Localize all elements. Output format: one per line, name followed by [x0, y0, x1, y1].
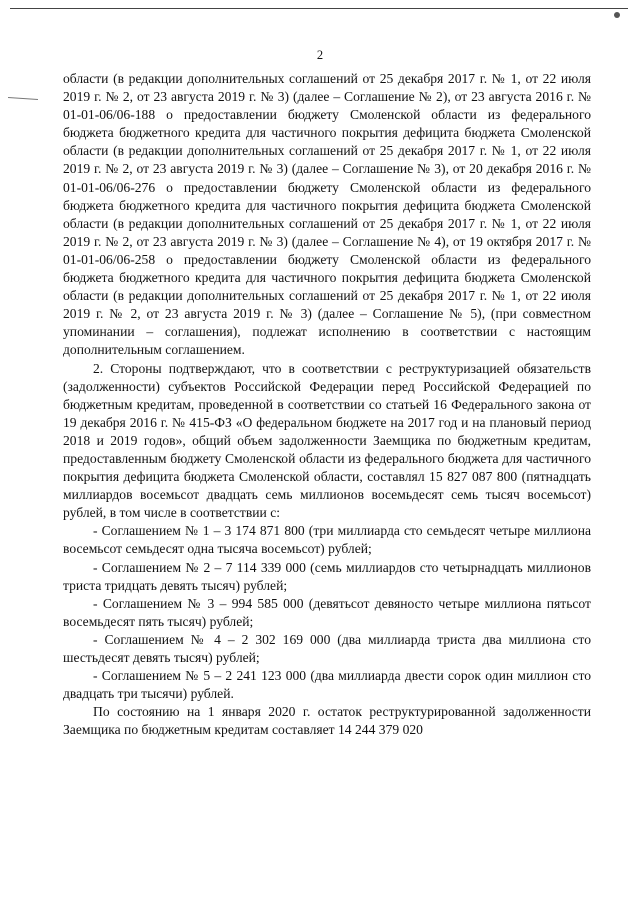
list-item-agreement-4: - Соглашением № 4 – 2 302 169 000 (два миллиарда триста два миллиона сто шестьдесят девять тысяч) рублей; — [63, 631, 591, 665]
margin-pencil-mark — [8, 97, 38, 100]
paragraph-continuation: области (в редакции дополнительных соглашений от 25 декабря 2017 г. № 1, от 22 июля 2019 г. № 2, от 23 августа 2019 г. № 3) (далее – Соглашение № 2), от 23 августа 2016 г. № 01-01-06/06-188 о предоставлении бюджету Смоленской области из федерального бюджета бюджетного кредита для частичного покрытия дефицита бюджета Смоленской области (в редакции дополнительных соглашений от 25 декабря 2017 г. № 1, от 22 июля 2019 г. № 2, от 23 августа 2019 г. № 3) (далее – Соглашение № 3), от 20 декабря 2016 г. № 01-01-06/06-276 о предоставлении бюджету Смоленской области из федерального бюджета бюджетного кредита для частичного покрытия дефицита бюджета Смоленской области (в редакции дополнительных соглашений от 25 декабря 2017 г. № 1, от 22 июля 2019 г. № 2, от 23 августа 2019 г. № 3) (далее – Соглашение № 4), от 19 октября 2017 г. № 01-01-06/06-258 о предоставлении бюджету Смоленской области из федерального бюджета бюджетного кредита для частичного покрытия дефицита бюджета Смоленской области (в редакции дополнительных соглашений от 25 декабря 2017 г. № 1, от 22 июля 2019 г. № 2, от 23 августа 2019 г. № 3) (далее – Соглашение № 5), (при совместном упоминании – соглашения), подлежат исполнению в соответствии с настоящим дополнительным соглашением. — [63, 71, 591, 358]
list-item-agreement-3: - Соглашением № 3 – 994 585 000 (девятьсот девяносто четыре миллиона пятьсот восемьдесят пять тысяч) рублей; — [63, 595, 591, 629]
document-body — [63, 70, 591, 739]
list-item-agreement-2: - Соглашением № 2 – 7 114 339 000 (семь миллиардов сто четырнадцать миллионов триста тридцать девять тысяч) рублей; — [63, 559, 591, 593]
scan-mark — [614, 12, 620, 18]
top-rule — [10, 8, 628, 9]
list-item-agreement-5: - Соглашением № 5 – 2 241 123 000 (два миллиарда двести сорок один миллион сто двадцать три тысячи) рублей. — [63, 668, 591, 702]
page-number: 2 — [316, 48, 324, 62]
paragraph-2: 2. Стороны подтверждают, что в соответствии с реструктуризацией обязательств (задолженности) субъектов Российской Федерации перед Российской Федерацией по бюджетным кредитам, проведенной в соответствии со статьей 16 Федерального закона от 19 декабря 2016 г. № 415-ФЗ «О федеральном бюджете на 2017 год и на плановый период 2018 и 2019 годов», общий объем задолженности Заемщика по бюджетным кредитам, предоставленным бюджету Смоленской области из федерального бюджета для частичного покрытия дефицита бюджета Смоленской области, составлял 15 827 087 800 (пятнадцать миллиардов восемьсот двадцать семь миллионов восемьдесят семь тысяч восемьсот) рублей, в том числе в соответствии с: — [63, 360, 591, 521]
paragraph-balance: По состоянию на 1 января 2020 г. остаток реструктурированной задолженности Заемщика по бюджетным кредитам составляет 14 244 379 020 — [63, 704, 591, 738]
list-item-agreement-1: - Соглашением № 1 – 3 174 871 800 (три миллиарда сто семьдесят четыре миллиона восемьсот семьдесят одна тысяча восемьсот) рублей; — [63, 523, 591, 557]
